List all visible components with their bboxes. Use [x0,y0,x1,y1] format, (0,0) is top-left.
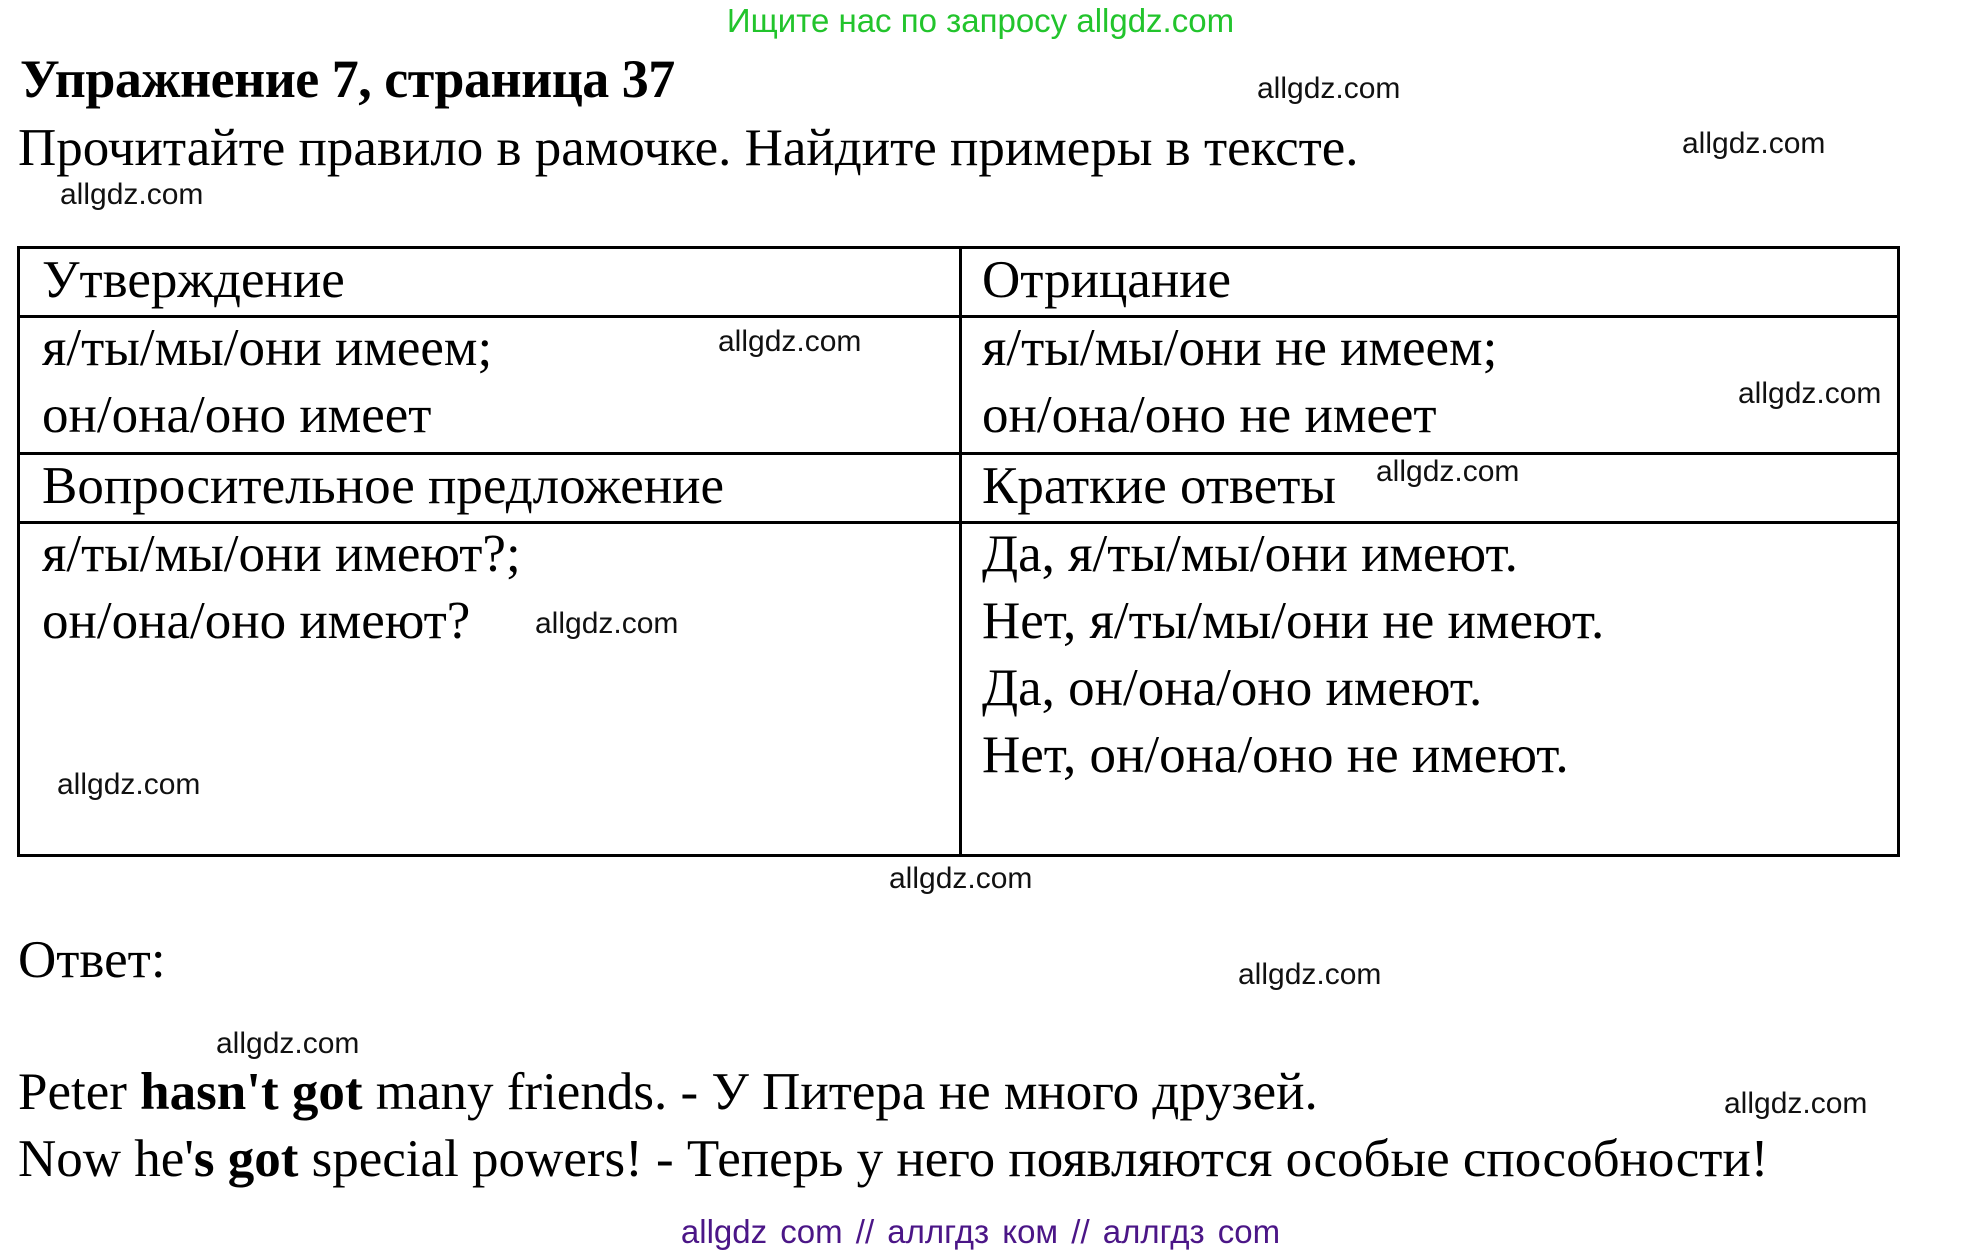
cell-text: он/она/оно имеет [42,386,432,444]
cell-text: я/ты/мы/они имеют?; [42,525,521,583]
table-column-divider [959,249,962,854]
watermark: allgdz.com [535,607,679,640]
sentence-text: Now he' [18,1130,194,1188]
cell-text: он/она/оно не имеет [982,386,1437,444]
answer-sentence-2 [18,1129,1768,1189]
footer-watermark: allgdz com // аллгдз ком // аллгдз com [680,1213,1281,1250]
search-banner: Ищите нас по запросу allgdz.com [726,2,1235,39]
cell-text: он/она/оно имеют? [42,592,471,650]
cell-text: я/ты/мы/они имеем; [42,319,493,377]
table-header-cell-short-answers [982,453,1336,520]
cell-text: я/ты/мы/они не имеем; [982,319,1498,377]
watermark: allgdz.com [718,325,862,358]
table-cell-negative-forms [982,315,1497,449]
cell-text: Нет, я/ты/мы/они не имеют. [982,592,1605,650]
cell-text: Отрицание [982,251,1232,309]
cell-text: Краткие ответы [982,457,1337,515]
sentence-text: many friends. - У Питера не много друзей. [362,1063,1318,1121]
watermark: allgdz.com [1376,455,1520,488]
sentence-highlight: hasn't got [140,1063,363,1121]
watermark: allgdz.com [1738,377,1882,410]
table-cell-affirmative-forms [42,315,492,449]
answer-label: Ответ: [18,931,166,989]
sentence-highlight: s got [193,1130,299,1188]
watermark: allgdz.com [1682,127,1826,160]
watermark: allgdz.com [1238,958,1382,991]
watermark: allgdz.com [1257,72,1401,105]
cell-text: Да, я/ты/мы/они имеют. [982,525,1518,583]
grammar-rule-table [17,246,1900,857]
table-header-cell-question [42,453,724,520]
answer-sentence-1 [18,1062,1318,1122]
sentence-text: special powers! - Теперь у него появляются особые способности! [298,1130,1769,1188]
table-header-cell-negative [982,247,1231,314]
table-header-cell-affirmative [42,247,345,314]
cell-text: Вопросительное предложение [42,457,724,515]
table-cell-short-answer-forms [982,521,1604,789]
watermark: allgdz.com [1724,1087,1868,1120]
watermark: allgdz.com [60,178,204,211]
table-cell-question-forms [42,521,521,655]
cell-text: Да, он/она/оно имеют. [982,659,1483,717]
sentence-text: Peter [18,1063,141,1121]
exercise-title: Упражнение 7, страница 37 [20,49,675,109]
watermark: allgdz.com [57,768,201,801]
cell-text: Утверждение [42,251,345,309]
watermark: allgdz.com [216,1027,360,1060]
watermark: allgdz.com [889,862,1033,895]
exercise-instruction: Прочитайте правило в рамочке. Найдите примеры в тексте. [18,119,1359,177]
cell-text: Нет, он/она/оно не имеют. [982,726,1569,784]
